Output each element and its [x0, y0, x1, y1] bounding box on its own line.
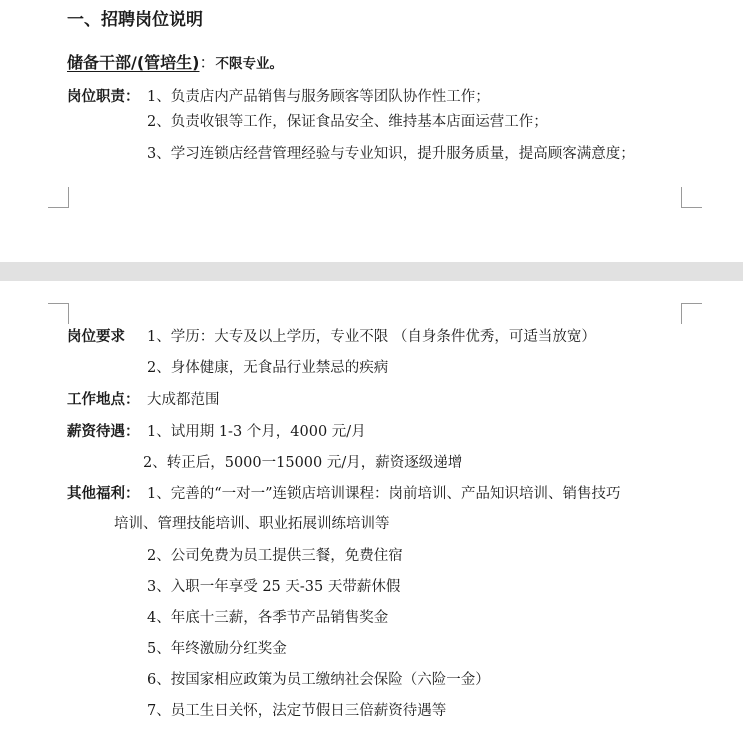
position-title: 储备干部/(管培生) — [67, 53, 200, 72]
benefit-item: 2、公司免费为员工提供三餐，免费住宿 — [147, 548, 403, 564]
salary-item: 1、试用期 1-3 个月，4000 元/月 — [147, 424, 366, 440]
benefit-item: 7、员工生日关怀，法定节假日三倍薪资待遇等 — [147, 703, 447, 719]
duty-item: 3、学习连锁店经营管理经验与专业知识，提升服务质量，提高顾客满意度； — [147, 146, 635, 162]
salary-item: 2、转正后，5000一15000 元/月，薪资逐级递增 — [143, 455, 463, 471]
crop-mark-top-left — [48, 303, 69, 324]
document-page-2 — [0, 281, 743, 742]
benefits-label: 其他福利： — [67, 486, 140, 502]
location-label: 工作地点： — [67, 392, 140, 408]
position-line — [67, 53, 283, 74]
benefit-item: 4、年底十三薪，各季节产品销售奖金 — [147, 610, 389, 626]
benefit-item: 5、年终激励分红奖金 — [147, 641, 287, 657]
section-heading: 一、招聘岗位说明 — [67, 10, 203, 30]
requirements-label: 岗位要求 — [67, 329, 125, 345]
requirement-item: 2、身体健康，无食品行业禁忌的疾病 — [147, 360, 389, 376]
location-value: 大成都范围 — [147, 392, 220, 408]
requirement-item: 1、学历：大专及以上学历，专业不限 （自身条件优秀，可适当放宽） — [147, 329, 596, 345]
duties-label: 岗位职责： — [67, 89, 140, 105]
benefit-item-continuation: 培训、管理技能培训、职业拓展训练培训等 — [114, 516, 390, 532]
duty-item: 1、负责店内产品销售与服务顾客等团队协作性工作； — [147, 89, 490, 105]
crop-mark-bottom-left — [48, 187, 69, 208]
position-colon: ： — [199, 53, 216, 72]
benefit-item: 3、入职一年享受 25 天-35 天带薪休假 — [147, 579, 401, 595]
salary-label: 薪资待遇： — [67, 424, 140, 440]
page-gap — [0, 262, 743, 281]
duty-item: 2、负责收银等工作，保证食品安全、维持基本店面运营工作； — [147, 114, 548, 130]
crop-mark-top-right — [681, 303, 702, 324]
crop-mark-bottom-right — [681, 187, 702, 208]
position-note: 不限专业。 — [215, 56, 283, 72]
benefit-item: 6、按国家相应政策为员工缴纳社会保险（六险一金） — [147, 672, 490, 688]
benefit-item: 1、完善的“一对一”连锁店培训课程：岗前培训、产品知识培训、销售技巧 — [147, 486, 621, 502]
document-page-1 — [0, 0, 743, 262]
